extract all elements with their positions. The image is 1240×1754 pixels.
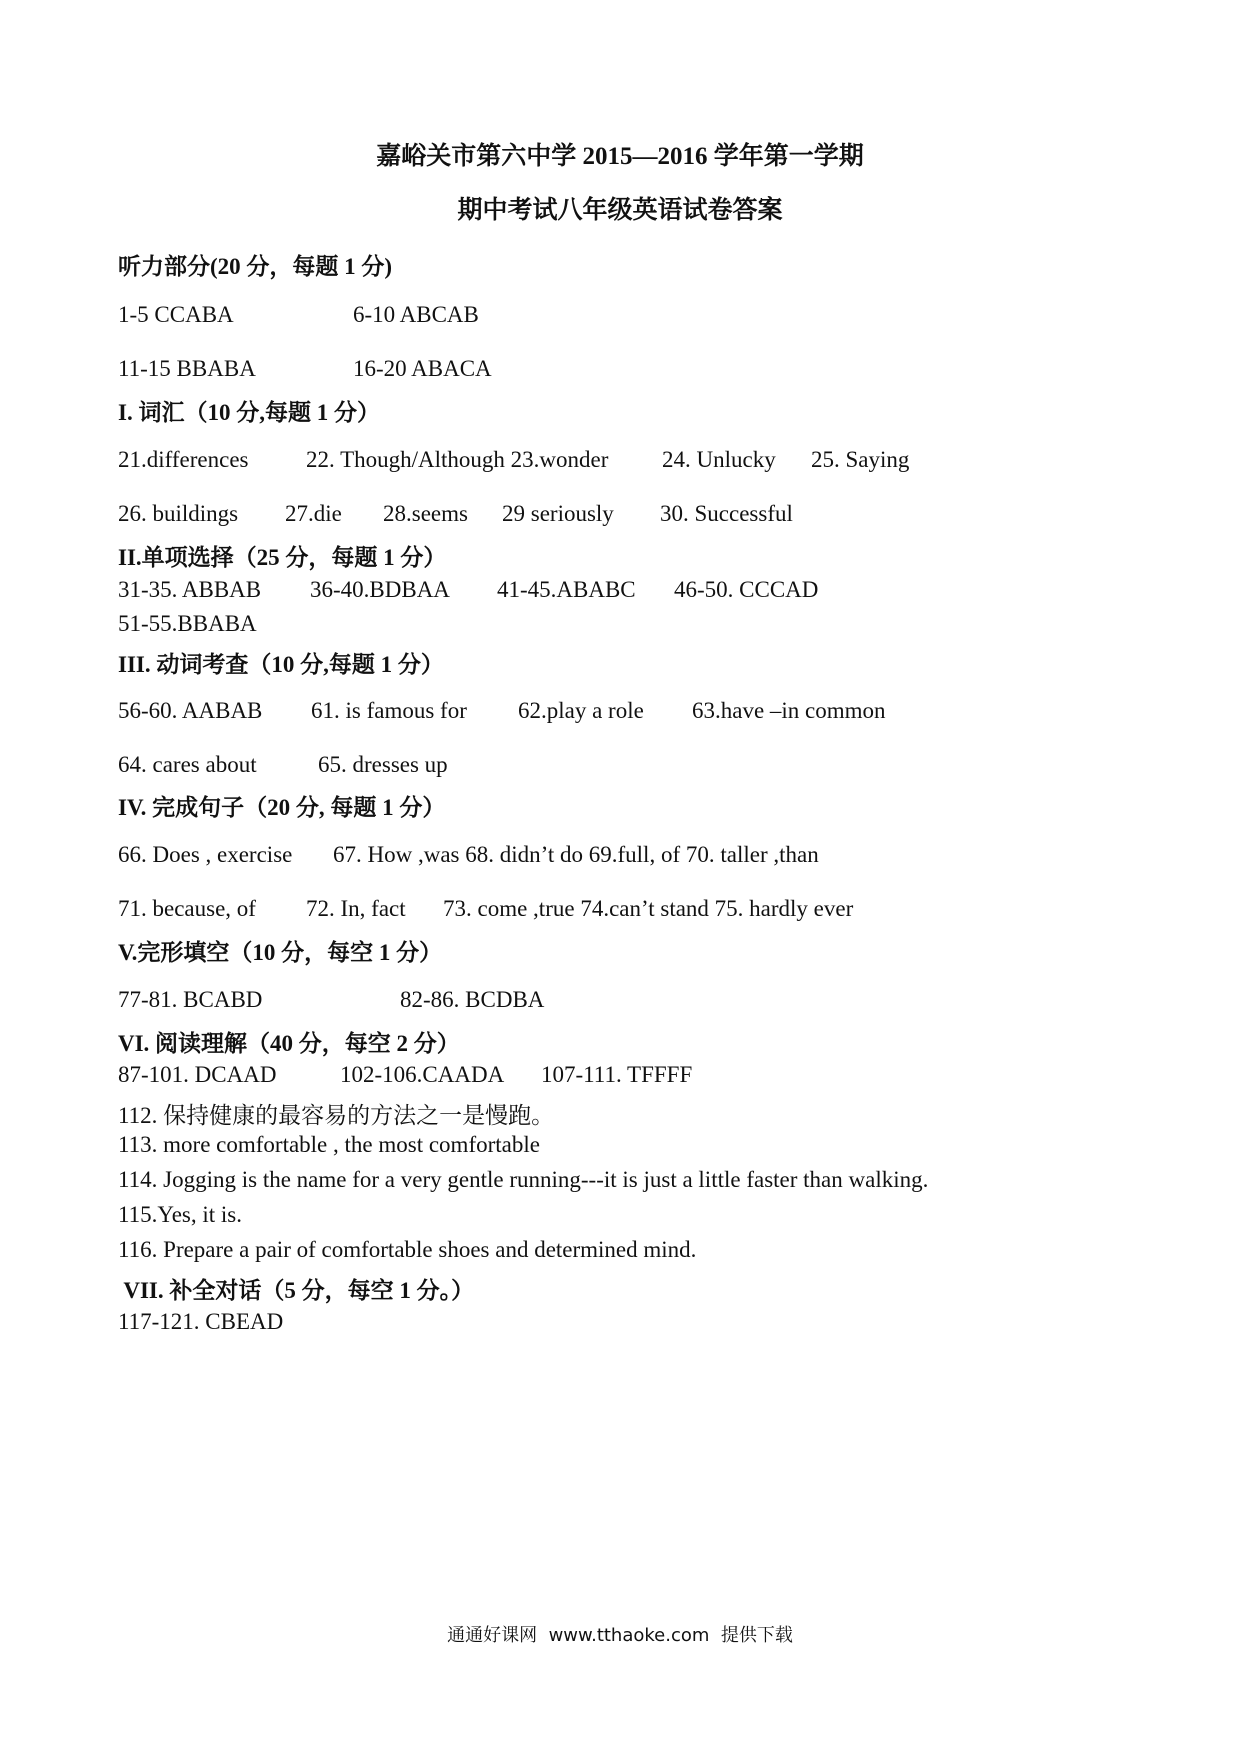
section-heading-dialogue: VII. 补全对话（5 分，每空 1 分。）	[118, 1278, 475, 1303]
answer-item: 67. How ,was 68. didn’t do 69.full, of 70. taller ,than	[333, 842, 819, 867]
answer-item: 62.play a role	[518, 698, 644, 723]
answer-item: 29 seriously	[502, 501, 614, 526]
answer-item: 28.seems	[383, 501, 468, 526]
section-heading-listening: 听力部分(20 分，每题 1 分)	[118, 254, 393, 279]
answer-item: 117-121. CBEAD	[118, 1309, 284, 1334]
answer-item: 77-81. BCABD	[118, 987, 263, 1012]
answer-item: 27.die	[285, 501, 342, 526]
section-heading-reading: VI. 阅读理解（40 分，每空 2 分）	[118, 1031, 460, 1056]
answer-item: 87-101. DCAAD	[118, 1062, 277, 1087]
answer-item: 61. is famous for	[311, 698, 467, 723]
answer-item: 64. cares about	[118, 752, 257, 777]
answer-item: 25. Saying	[811, 447, 910, 472]
answer-item: 6-10 ABCAB	[353, 302, 479, 327]
answer-item: 63.have –in common	[692, 698, 886, 723]
answer-line: 116. Prepare a pair of comfortable shoes and determined mind.	[118, 1237, 697, 1262]
section-heading-vocabulary: I. 词汇（10 分,每题 1 分）	[118, 400, 380, 425]
answer-item: 36-40.BDBAA	[310, 577, 450, 602]
answer-item: 41-45.ABABC	[497, 577, 636, 602]
section-heading-cloze: V.完形填空（10 分，每空 1 分）	[118, 940, 443, 965]
answer-item: 65. dresses up	[318, 752, 448, 777]
answer-item: 11-15 BBABA	[118, 356, 256, 381]
answer-item: 16-20 ABACA	[353, 356, 492, 381]
section-heading-sentences: IV. 完成句子（20 分, 每题 1 分）	[118, 795, 446, 820]
section-heading-verbs: III. 动词考查（10 分,每题 1 分）	[118, 652, 444, 677]
answer-line: 113. more comfortable , the most comfortable	[118, 1132, 540, 1157]
answer-item: 71. because, of	[118, 896, 256, 921]
answer-item: 1-5 CCABA	[118, 302, 234, 327]
answer-line: 114. Jogging is the name for a very gentle running---it is just a little faster than walking.	[118, 1167, 929, 1192]
answer-item: 22. Though/Although 23.wonder	[306, 447, 609, 472]
answer-item: 82-86. BCDBA	[400, 987, 545, 1012]
answer-item: 51-55.BBABA	[118, 611, 257, 636]
answer-item: 21.differences	[118, 447, 249, 472]
footer-credit: 通通好课网 www.tthaoke.com 提供下载	[447, 1625, 793, 1646]
section-heading-single-choice: II.单项选择（25 分，每题 1 分）	[118, 545, 447, 570]
answer-item: 107-111. TFFFF	[541, 1062, 693, 1087]
answer-item: 72. In, fact	[306, 896, 406, 921]
answer-item: 46-50. CCCAD	[674, 577, 819, 602]
answer-item: 24. Unlucky	[662, 447, 776, 472]
answer-item: 66. Does , exercise	[118, 842, 293, 867]
answer-item: 56-60. AABAB	[118, 698, 263, 723]
answer-item: 102-106.CAADA	[340, 1062, 505, 1087]
answer-item: 26. buildings	[118, 501, 239, 526]
answer-item: 31-35. ABBAB	[118, 577, 262, 602]
answer-item: 30. Successful	[660, 501, 793, 526]
answer-line: 112. 保持健康的最容易的方法之一是慢跑。	[118, 1103, 555, 1128]
document-subtitle: 期中考试八年级英语试卷答案	[457, 197, 783, 224]
answer-line: 115.Yes, it is.	[118, 1202, 242, 1227]
document-title: 嘉峪关市第六中学 2015—2016 学年第一学期	[376, 143, 864, 170]
answer-item: 73. come ,true 74.can’t stand 75. hardly ever	[443, 896, 854, 921]
